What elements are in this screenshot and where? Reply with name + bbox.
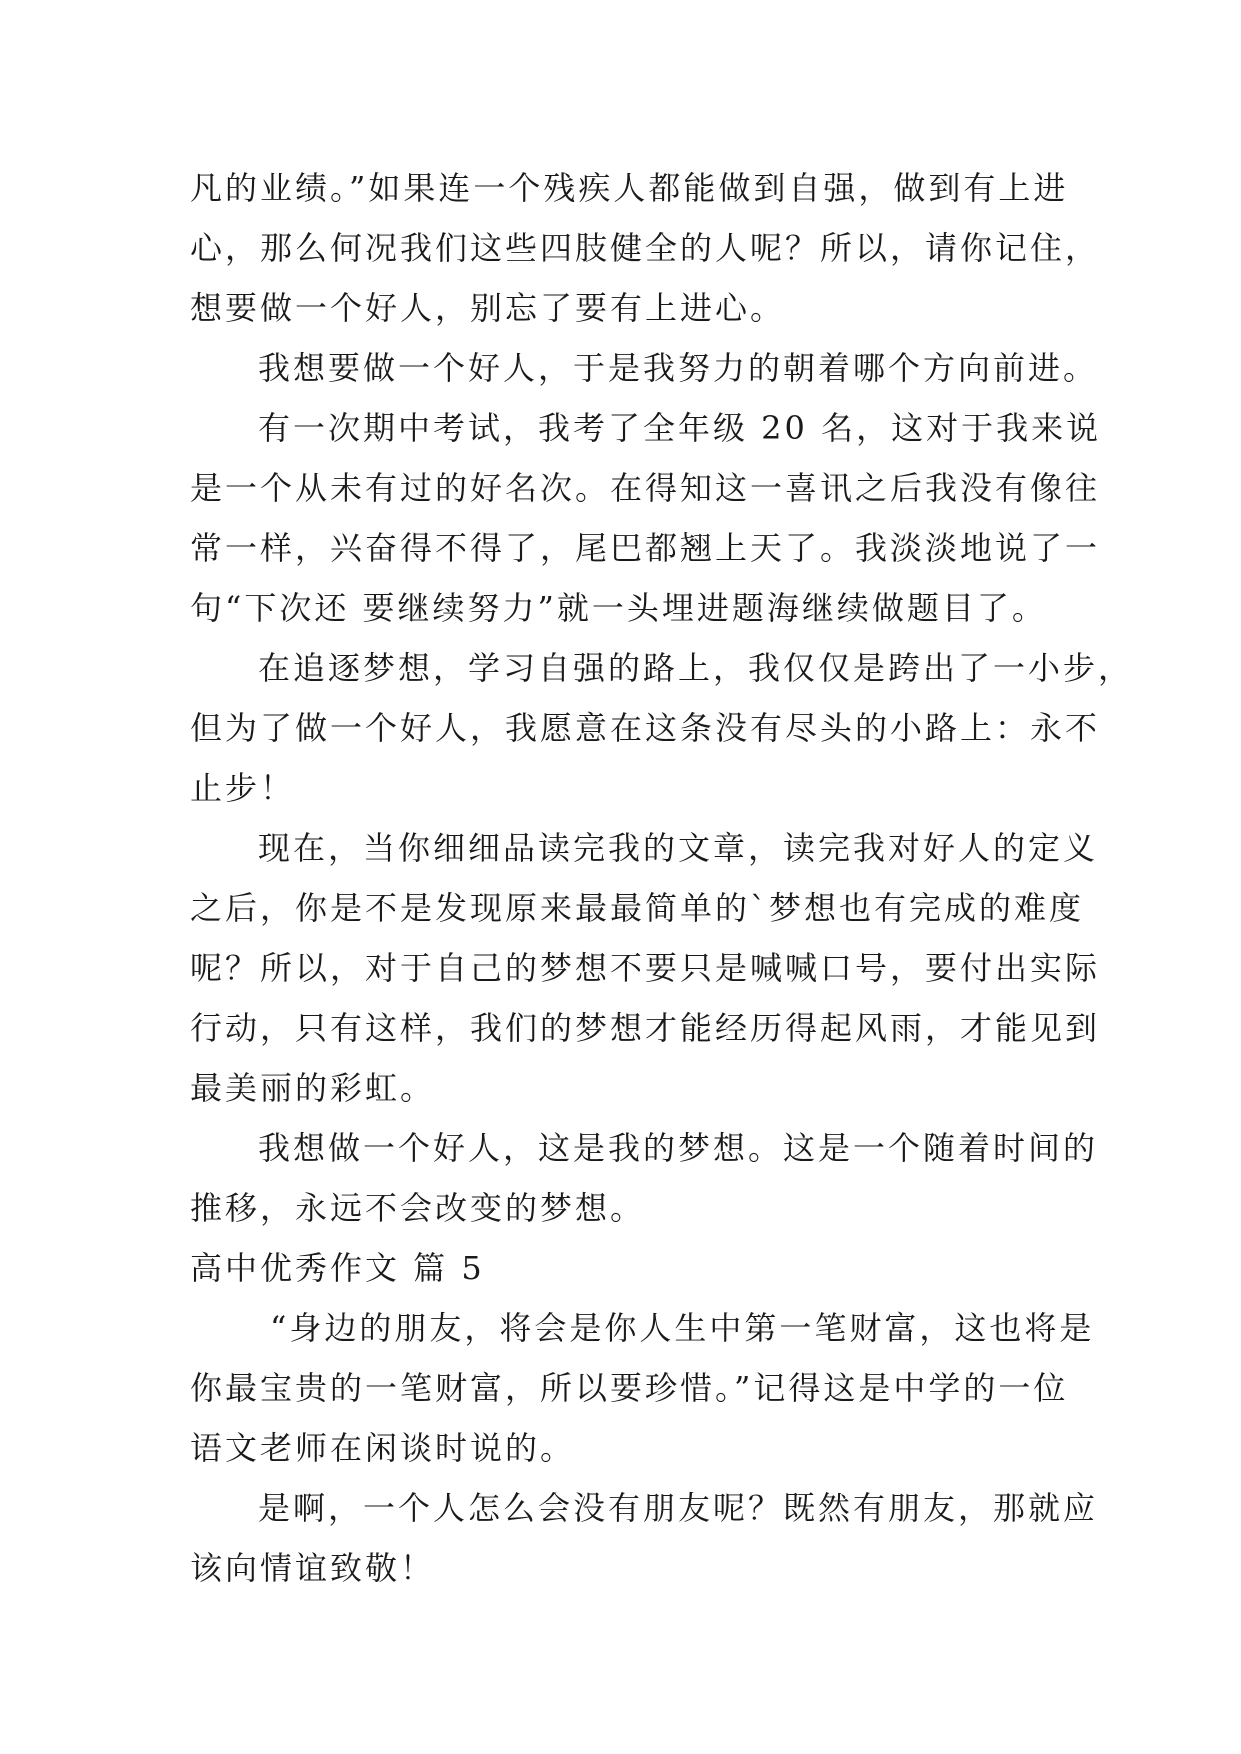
- section-heading: 高中优秀作文 篇 5: [190, 1249, 485, 1287]
- text-line: 是一个从未有过的好名次。在得知这一喜讯之后我没有像往: [190, 469, 1101, 507]
- paragraph-start-line: 是啊，一个人怎么会没有朋友呢？既然有朋友，那就应: [258, 1489, 1099, 1527]
- text-line: 你最宝贵的一笔财富，所以要珍惜。”记得这是中学的一位: [190, 1369, 1069, 1407]
- paragraph-start-line: 现在，当你细细品读完我的文章，读完我对好人的定义: [258, 829, 1099, 867]
- text-line: 但为了做一个好人，我愿意在这条没有尽头的小路上：永不: [190, 709, 1101, 747]
- text-line: 语文老师在闲谈时说的。: [190, 1429, 576, 1467]
- text-line: 心，那么何况我们这些四肢健全的人呢？所以，请你记住，: [190, 229, 1101, 267]
- text-line: 常一样，兴奋得不得了，尾巴都翘上天了。我淡淡地说了一: [190, 529, 1101, 567]
- text-line: 行动，只有这样，我们的梦想才能经历得起风雨，才能见到: [190, 1009, 1101, 1047]
- paragraph-start-line: “身边的朋友，将会是你人生中第一笔财富，这也将是: [270, 1309, 1095, 1347]
- text-line: 呢？所以，对于自己的梦想不要只是喊喊口号，要付出实际: [190, 949, 1101, 987]
- article-body: [190, 158, 1134, 1598]
- text-line: 之后，你是不是发现原来最最简单的`梦想也有完成的难度: [190, 889, 1085, 927]
- paragraph-start-line: 有一次期中考试，我考了全年级 20 名，这对于我来说: [258, 409, 1102, 447]
- text-line: 凡的业绩。”如果连一个残疾人都能做到自强，做到有上进: [190, 169, 1069, 207]
- paragraph-start-line: 我想做一个好人，这是我的梦想。这是一个随着时间的: [258, 1129, 1099, 1167]
- paragraph-start-line: 我想要做一个好人，于是我努力的朝着哪个方向前进。: [258, 349, 1099, 387]
- paragraph-start-line: 在追逐梦想，学习自强的路上，我仅仅是跨出了一小步，: [258, 649, 1134, 687]
- text-line: 想要做一个好人，别忘了要有上进心。: [190, 289, 786, 327]
- text-line: 句“下次还 要继续努力”就一头埋进题海继续做题目了。: [190, 589, 1047, 627]
- text-line: 该向情谊致敬！: [190, 1549, 436, 1587]
- text-line: 最美丽的彩虹。: [190, 1069, 436, 1107]
- text-line: 止步！: [190, 769, 296, 807]
- text-line: 推移，永远不会改变的梦想。: [190, 1189, 646, 1227]
